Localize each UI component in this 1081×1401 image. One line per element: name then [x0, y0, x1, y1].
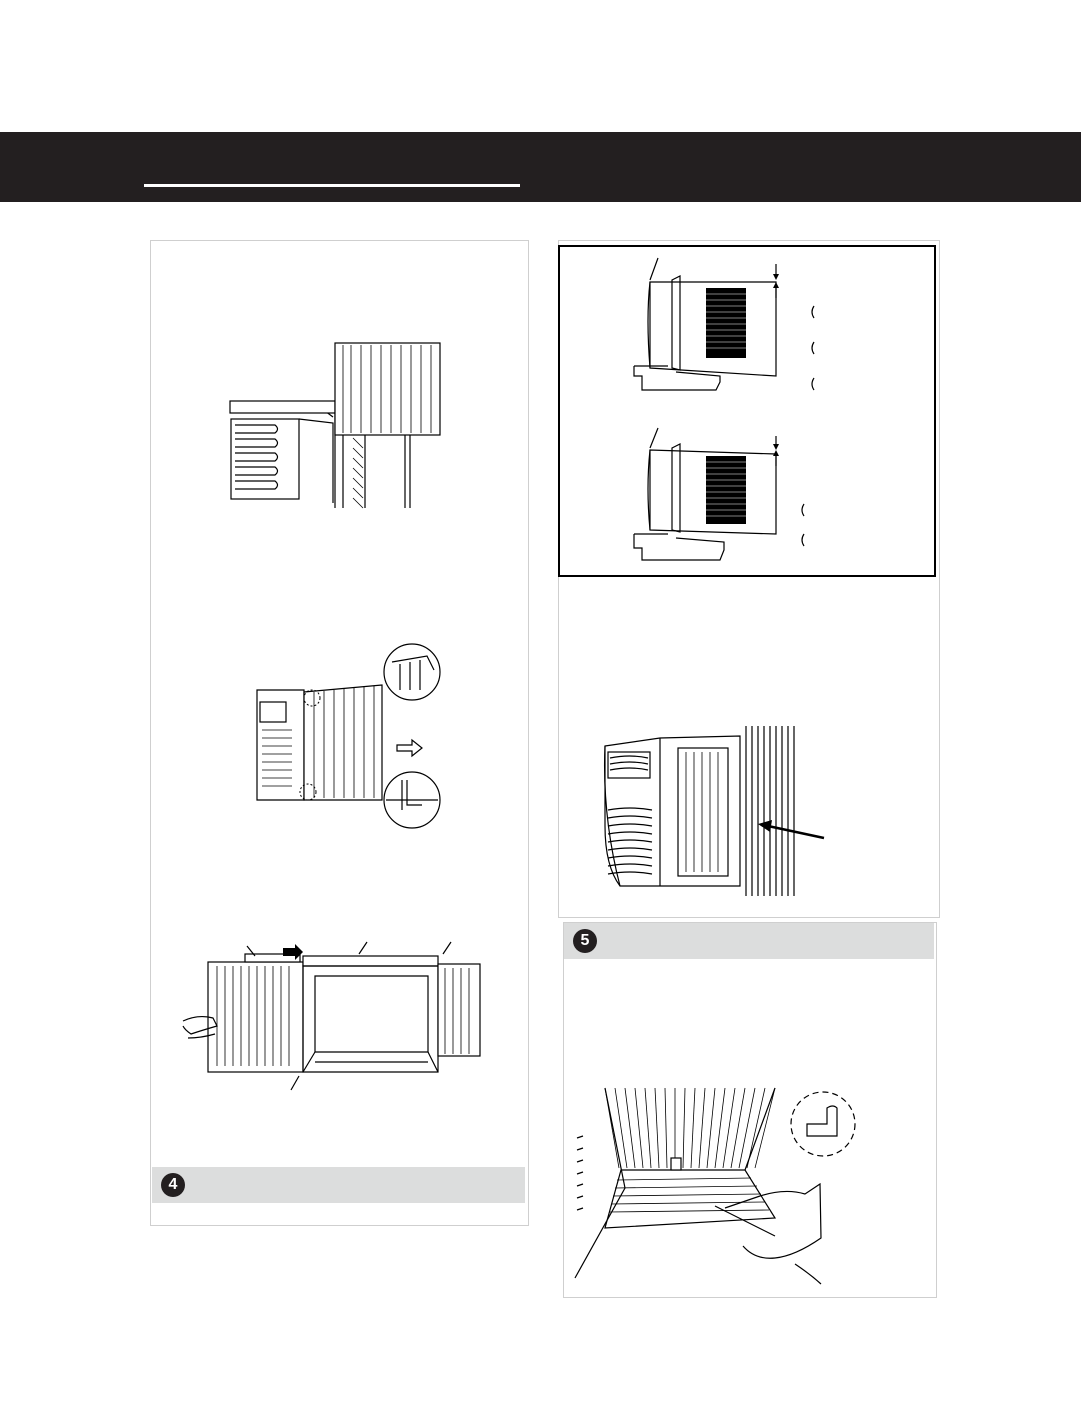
ac-unit-with-side-panel-icon	[225, 343, 445, 513]
ac-side-panel-arrow-icon	[600, 726, 830, 896]
page-header	[0, 132, 1081, 202]
ac-side-profile-tilt-icon	[628, 258, 828, 568]
step-4-badge: 4	[161, 1173, 185, 1197]
bracket-screw-install-icon	[575, 1088, 837, 1288]
step-4-header	[152, 1167, 525, 1203]
step-5-header	[564, 923, 934, 959]
side-panel-slide-detail-icon	[252, 640, 442, 830]
step-5-badge: 5	[573, 929, 597, 953]
accordion-panels-extend-icon	[183, 926, 489, 1098]
header-title-underline	[144, 184, 520, 187]
